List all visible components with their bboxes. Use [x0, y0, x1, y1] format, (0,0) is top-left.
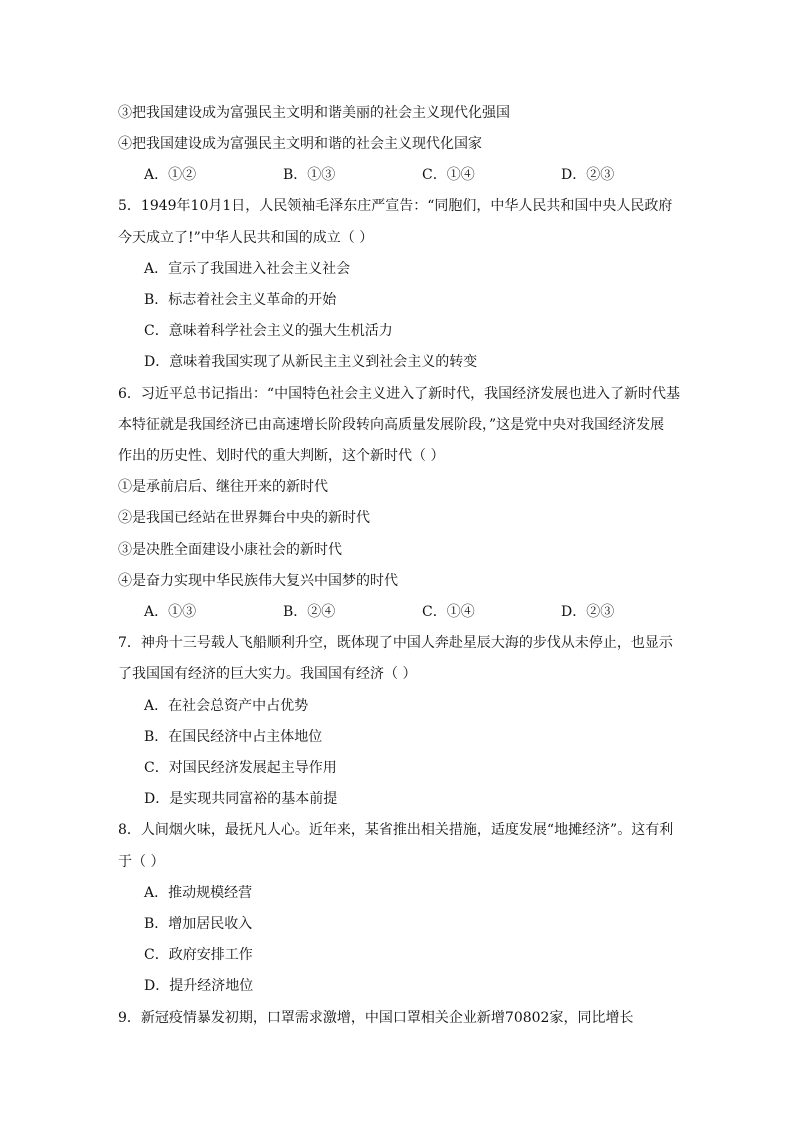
q7-stem-line-1: 7．神舟十三号载人飞船顺利升空，既体现了中国人奔赴星辰大海的步伐从未停止，也显示	[118, 635, 673, 651]
q6-item-3: ③是决胜全面建设小康社会的新时代	[118, 542, 342, 558]
q5-stem-line-2: 今天成立了!”中华人民共和国的成立（ ）	[118, 230, 374, 246]
q4-option-b: B．①③	[283, 167, 336, 183]
q6-item-4: ④是奋力实现中华民族伟大复兴中国梦的时代	[118, 573, 398, 589]
q5-stem-line-1: 5．1949年10月1日，人民领袖毛泽东庄严宣告：“同胞们，中华人民共和国中央人民政府	[118, 198, 673, 214]
q8-option-d: D．提升经济地位	[144, 978, 254, 994]
q6-stem-line-2: 本特征就是我国经济已由高速增长阶段转向高质量发展阶段，”这是党中央对我国经济发展	[118, 417, 665, 433]
q7-option-a: A．在社会总资产中占优势	[144, 698, 309, 714]
q6-stem-line-1: 6．习近平总书记指出：“中国特色社会主义进入了新时代，我国经济发展也进入了新时代基	[118, 386, 681, 402]
q8-stem-line-2: 于（ ）	[118, 854, 165, 870]
q8-option-a: A．推动规模经营	[144, 885, 253, 901]
q4-item-3: ③把我国建设成为富强民主文明和谐美丽的社会主义现代化强国	[118, 105, 510, 121]
q8-option-b: B．增加居民收入	[144, 916, 253, 932]
q8-stem-line-1: 8．人间烟火味，最抚凡人心。近年来，某省推出相关措施，适度发展“地摊经济”。这有利	[118, 822, 674, 838]
q4-options	[144, 165, 704, 185]
q7-stem-line-2: 了我国国有经济的巨大实力。我国国有经济（ ）	[118, 666, 417, 682]
q8-option-c: C．政府安排工作	[144, 947, 253, 963]
q6-item-2: ②是我国已经站在世界舞台中央的新时代	[118, 510, 370, 526]
q5-option-b: B．标志着社会主义革命的开始	[144, 292, 337, 308]
q7-option-b: B．在国民经济中占主体地位	[144, 729, 323, 745]
q4-option-c: C．①④	[422, 167, 475, 183]
q6-item-1: ①是承前启后、继往开来的新时代	[118, 479, 328, 495]
q7-option-d: D．是实现共同富裕的基本前提	[144, 791, 338, 807]
q6-stem-line-3: 作出的历史性、划时代的重大判断，这个新时代（ ）	[118, 448, 445, 464]
q6-options	[144, 602, 704, 622]
q6-option-c: C．①④	[422, 604, 475, 620]
q4-option-a: A．①②	[144, 167, 197, 183]
q5-option-a: A．宣示了我国进入社会主义社会	[144, 261, 351, 277]
q4-option-d: D．②③	[561, 167, 615, 183]
q6-option-b: B．②④	[283, 604, 336, 620]
q5-option-d: D．意味着我国实现了从新民主主义到社会主义的转变	[144, 354, 478, 370]
q4-item-4: ④把我国建设成为富强民主文明和谐的社会主义现代化国家	[118, 136, 482, 152]
q6-option-a: A．①③	[144, 604, 197, 620]
q5-option-c: C．意味着科学社会主义的强大生机活力	[144, 323, 393, 339]
q9-stem-line-1: 9．新冠疫情暴发初期，口罩需求激增，中国口罩相关企业新增70802家，同比增长	[118, 1010, 634, 1026]
q6-option-d: D．②③	[561, 604, 615, 620]
q7-option-c: C．对国民经济发展起主导作用	[144, 760, 337, 776]
